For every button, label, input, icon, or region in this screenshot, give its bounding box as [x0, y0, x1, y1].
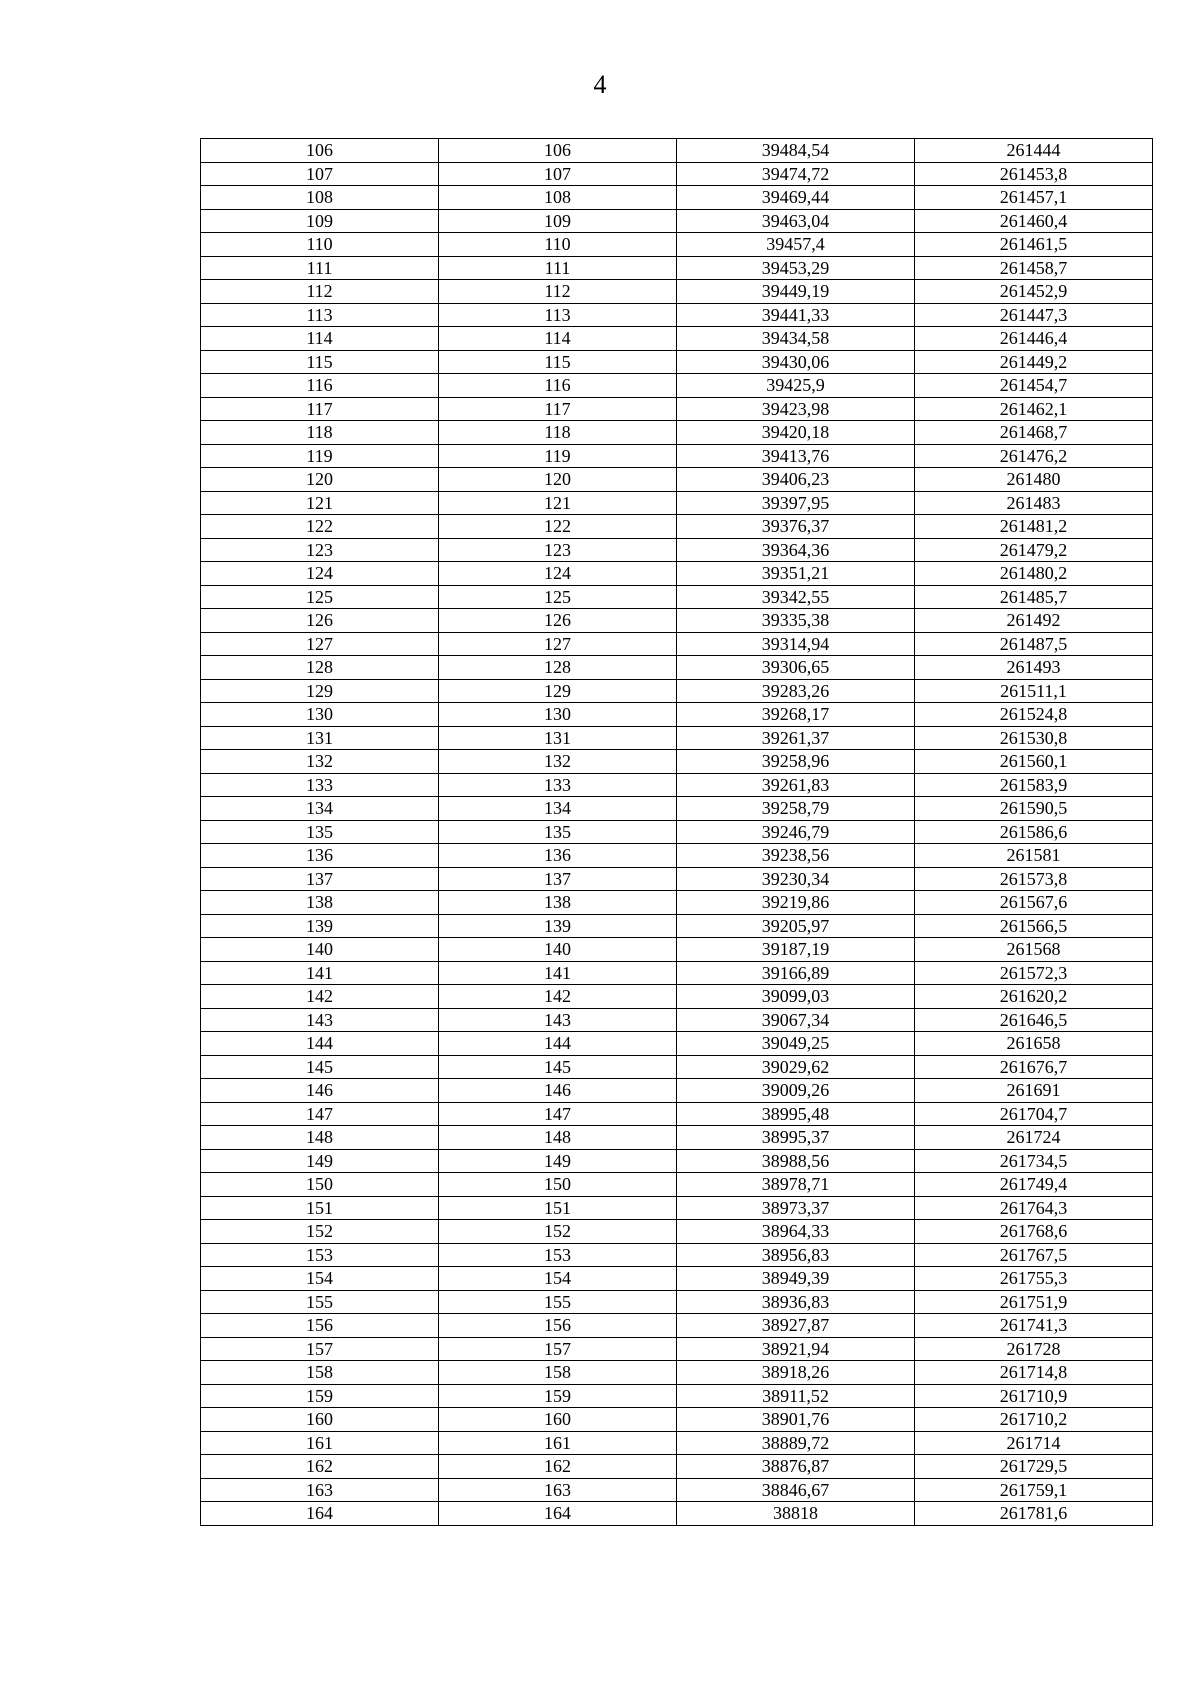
table-row — [201, 1361, 1153, 1385]
point-number-cell: 136 — [201, 844, 439, 868]
table-row — [201, 1079, 1153, 1103]
y-coordinate-cell: 261710,2 — [915, 1408, 1153, 1432]
point-number-cell: 112 — [201, 280, 439, 304]
x-coordinate-cell: 39469,44 — [677, 186, 915, 210]
y-coordinate-cell: 261620,2 — [915, 985, 1153, 1009]
x-coordinate-cell: 38818 — [677, 1502, 915, 1526]
point-number-cell: 107 — [201, 162, 439, 186]
point-number-cell: 159 — [201, 1384, 439, 1408]
point-number-cell: 124 — [201, 562, 439, 586]
point-index-cell: 129 — [439, 679, 677, 703]
x-coordinate-cell: 39268,17 — [677, 703, 915, 727]
point-index-cell: 149 — [439, 1149, 677, 1173]
point-index-cell: 153 — [439, 1243, 677, 1267]
point-index-cell: 122 — [439, 515, 677, 539]
table-row — [201, 186, 1153, 210]
point-number-cell: 108 — [201, 186, 439, 210]
y-coordinate-cell: 261704,7 — [915, 1102, 1153, 1126]
table-row — [201, 891, 1153, 915]
table-row — [201, 327, 1153, 351]
table-row — [201, 1126, 1153, 1150]
table-row — [201, 280, 1153, 304]
x-coordinate-cell: 39425,9 — [677, 374, 915, 398]
y-coordinate-cell: 261741,3 — [915, 1314, 1153, 1338]
x-coordinate-cell: 38876,87 — [677, 1455, 915, 1479]
y-coordinate-cell: 261485,7 — [915, 585, 1153, 609]
point-number-cell: 162 — [201, 1455, 439, 1479]
table-row — [201, 256, 1153, 280]
table-row — [201, 867, 1153, 891]
point-number-cell: 138 — [201, 891, 439, 915]
table-row — [201, 1032, 1153, 1056]
point-number-cell: 149 — [201, 1149, 439, 1173]
point-index-cell: 137 — [439, 867, 677, 891]
table-row — [201, 703, 1153, 727]
table-row — [201, 139, 1153, 163]
x-coordinate-cell: 39420,18 — [677, 421, 915, 445]
table-row — [201, 1008, 1153, 1032]
point-number-cell: 111 — [201, 256, 439, 280]
point-number-cell: 118 — [201, 421, 439, 445]
point-index-cell: 147 — [439, 1102, 677, 1126]
table-row — [201, 656, 1153, 680]
table-row — [201, 515, 1153, 539]
table-row — [201, 1243, 1153, 1267]
table-row — [201, 1196, 1153, 1220]
x-coordinate-cell: 38995,37 — [677, 1126, 915, 1150]
point-number-cell: 109 — [201, 209, 439, 233]
x-coordinate-cell: 38901,76 — [677, 1408, 915, 1432]
y-coordinate-cell: 261481,2 — [915, 515, 1153, 539]
y-coordinate-cell: 261530,8 — [915, 726, 1153, 750]
x-coordinate-cell: 39238,56 — [677, 844, 915, 868]
point-number-cell: 126 — [201, 609, 439, 633]
point-index-cell: 144 — [439, 1032, 677, 1056]
table-row — [201, 1478, 1153, 1502]
x-coordinate-cell: 39474,72 — [677, 162, 915, 186]
coordinates-table-body — [201, 139, 1153, 1526]
table-row — [201, 1055, 1153, 1079]
point-number-cell: 155 — [201, 1290, 439, 1314]
point-number-cell: 119 — [201, 444, 439, 468]
page-number: 4 — [593, 70, 607, 99]
table-row — [201, 1220, 1153, 1244]
x-coordinate-cell: 39099,03 — [677, 985, 915, 1009]
point-number-cell: 161 — [201, 1431, 439, 1455]
point-number-cell: 131 — [201, 726, 439, 750]
point-number-cell: 164 — [201, 1502, 439, 1526]
x-coordinate-cell: 39342,55 — [677, 585, 915, 609]
point-index-cell: 143 — [439, 1008, 677, 1032]
x-coordinate-cell: 39423,98 — [677, 397, 915, 421]
x-coordinate-cell: 38846,67 — [677, 1478, 915, 1502]
x-coordinate-cell: 39314,94 — [677, 632, 915, 656]
point-number-cell: 135 — [201, 820, 439, 844]
y-coordinate-cell: 261724 — [915, 1126, 1153, 1150]
point-index-cell: 116 — [439, 374, 677, 398]
x-coordinate-cell: 38936,83 — [677, 1290, 915, 1314]
point-number-cell: 150 — [201, 1173, 439, 1197]
point-index-cell: 115 — [439, 350, 677, 374]
x-coordinate-cell: 39434,58 — [677, 327, 915, 351]
y-coordinate-cell: 261729,5 — [915, 1455, 1153, 1479]
point-index-cell: 156 — [439, 1314, 677, 1338]
y-coordinate-cell: 261449,2 — [915, 350, 1153, 374]
table-row — [201, 609, 1153, 633]
x-coordinate-cell: 38988,56 — [677, 1149, 915, 1173]
y-coordinate-cell: 261646,5 — [915, 1008, 1153, 1032]
table-row — [201, 233, 1153, 257]
x-coordinate-cell: 39463,04 — [677, 209, 915, 233]
y-coordinate-cell: 261468,7 — [915, 421, 1153, 445]
point-number-cell: 139 — [201, 914, 439, 938]
point-number-cell: 137 — [201, 867, 439, 891]
point-number-cell: 115 — [201, 350, 439, 374]
point-index-cell: 146 — [439, 1079, 677, 1103]
point-index-cell: 154 — [439, 1267, 677, 1291]
y-coordinate-cell: 261453,8 — [915, 162, 1153, 186]
x-coordinate-cell: 38995,48 — [677, 1102, 915, 1126]
table-row — [201, 797, 1153, 821]
x-coordinate-cell: 39029,62 — [677, 1055, 915, 1079]
point-index-cell: 157 — [439, 1337, 677, 1361]
y-coordinate-cell: 261476,2 — [915, 444, 1153, 468]
table-row — [201, 562, 1153, 586]
table-row — [201, 491, 1153, 515]
x-coordinate-cell: 39441,33 — [677, 303, 915, 327]
y-coordinate-cell: 261462,1 — [915, 397, 1153, 421]
point-index-cell: 158 — [439, 1361, 677, 1385]
x-coordinate-cell: 39283,26 — [677, 679, 915, 703]
point-number-cell: 127 — [201, 632, 439, 656]
y-coordinate-cell: 261749,4 — [915, 1173, 1153, 1197]
y-coordinate-cell: 261567,6 — [915, 891, 1153, 915]
table-row — [201, 938, 1153, 962]
point-number-cell: 121 — [201, 491, 439, 515]
point-number-cell: 143 — [201, 1008, 439, 1032]
point-index-cell: 134 — [439, 797, 677, 821]
y-coordinate-cell: 261480 — [915, 468, 1153, 492]
point-index-cell: 121 — [439, 491, 677, 515]
table-row — [201, 1102, 1153, 1126]
x-coordinate-cell: 39376,37 — [677, 515, 915, 539]
x-coordinate-cell: 39258,96 — [677, 750, 915, 774]
y-coordinate-cell: 261590,5 — [915, 797, 1153, 821]
y-coordinate-cell: 261461,5 — [915, 233, 1153, 257]
point-index-cell: 108 — [439, 186, 677, 210]
point-index-cell: 135 — [439, 820, 677, 844]
y-coordinate-cell: 261734,5 — [915, 1149, 1153, 1173]
point-number-cell: 153 — [201, 1243, 439, 1267]
x-coordinate-cell: 39306,65 — [677, 656, 915, 680]
point-index-cell: 155 — [439, 1290, 677, 1314]
point-index-cell: 124 — [439, 562, 677, 586]
table-row — [201, 1384, 1153, 1408]
point-number-cell: 141 — [201, 961, 439, 985]
table-row — [201, 1173, 1153, 1197]
point-index-cell: 164 — [439, 1502, 677, 1526]
x-coordinate-cell: 39457,4 — [677, 233, 915, 257]
table-row — [201, 162, 1153, 186]
x-coordinate-cell: 39335,38 — [677, 609, 915, 633]
x-coordinate-cell: 38978,71 — [677, 1173, 915, 1197]
table-row — [201, 726, 1153, 750]
table-row — [201, 397, 1153, 421]
table-row — [201, 444, 1153, 468]
point-number-cell: 125 — [201, 585, 439, 609]
table-row — [201, 1290, 1153, 1314]
point-index-cell: 111 — [439, 256, 677, 280]
point-index-cell: 151 — [439, 1196, 677, 1220]
table-row — [201, 350, 1153, 374]
y-coordinate-cell: 261460,4 — [915, 209, 1153, 233]
point-index-cell: 114 — [439, 327, 677, 351]
point-index-cell: 127 — [439, 632, 677, 656]
point-index-cell: 109 — [439, 209, 677, 233]
table-row — [201, 585, 1153, 609]
y-coordinate-cell: 261572,3 — [915, 961, 1153, 985]
point-index-cell: 113 — [439, 303, 677, 327]
point-index-cell: 120 — [439, 468, 677, 492]
point-number-cell: 120 — [201, 468, 439, 492]
point-number-cell: 156 — [201, 1314, 439, 1338]
x-coordinate-cell: 39364,36 — [677, 538, 915, 562]
x-coordinate-cell: 38911,52 — [677, 1384, 915, 1408]
point-index-cell: 107 — [439, 162, 677, 186]
point-index-cell: 117 — [439, 397, 677, 421]
y-coordinate-cell: 261511,1 — [915, 679, 1153, 703]
x-coordinate-cell: 39187,19 — [677, 938, 915, 962]
point-index-cell: 163 — [439, 1478, 677, 1502]
point-index-cell: 148 — [439, 1126, 677, 1150]
point-index-cell: 139 — [439, 914, 677, 938]
point-index-cell: 141 — [439, 961, 677, 985]
table-row — [201, 844, 1153, 868]
y-coordinate-cell: 261446,4 — [915, 327, 1153, 351]
table-row — [201, 914, 1153, 938]
point-index-cell: 123 — [439, 538, 677, 562]
table-row — [201, 303, 1153, 327]
point-number-cell: 152 — [201, 1220, 439, 1244]
point-number-cell: 158 — [201, 1361, 439, 1385]
point-number-cell: 106 — [201, 139, 439, 163]
point-index-cell: 138 — [439, 891, 677, 915]
point-number-cell: 157 — [201, 1337, 439, 1361]
point-number-cell: 154 — [201, 1267, 439, 1291]
point-number-cell: 129 — [201, 679, 439, 703]
table-row — [201, 538, 1153, 562]
point-number-cell: 122 — [201, 515, 439, 539]
table-row — [201, 820, 1153, 844]
point-index-cell: 130 — [439, 703, 677, 727]
point-index-cell: 159 — [439, 1384, 677, 1408]
x-coordinate-cell: 38918,26 — [677, 1361, 915, 1385]
point-number-cell: 144 — [201, 1032, 439, 1056]
x-coordinate-cell: 39009,26 — [677, 1079, 915, 1103]
y-coordinate-cell: 261658 — [915, 1032, 1153, 1056]
table-row — [201, 1149, 1153, 1173]
y-coordinate-cell: 261483 — [915, 491, 1153, 515]
point-number-cell: 145 — [201, 1055, 439, 1079]
x-coordinate-cell: 38956,83 — [677, 1243, 915, 1267]
y-coordinate-cell: 261714,8 — [915, 1361, 1153, 1385]
x-coordinate-cell: 38889,72 — [677, 1431, 915, 1455]
x-coordinate-cell: 39351,21 — [677, 562, 915, 586]
table-row — [201, 750, 1153, 774]
point-index-cell: 161 — [439, 1431, 677, 1455]
table-row — [201, 773, 1153, 797]
y-coordinate-cell: 261524,8 — [915, 703, 1153, 727]
y-coordinate-cell: 261586,6 — [915, 820, 1153, 844]
y-coordinate-cell: 261566,5 — [915, 914, 1153, 938]
y-coordinate-cell: 261781,6 — [915, 1502, 1153, 1526]
point-number-cell: 123 — [201, 538, 439, 562]
point-number-cell: 114 — [201, 327, 439, 351]
y-coordinate-cell: 261676,7 — [915, 1055, 1153, 1079]
point-index-cell: 140 — [439, 938, 677, 962]
point-number-cell: 130 — [201, 703, 439, 727]
point-index-cell: 162 — [439, 1455, 677, 1479]
x-coordinate-cell: 39397,95 — [677, 491, 915, 515]
y-coordinate-cell: 261755,3 — [915, 1267, 1153, 1291]
y-coordinate-cell: 261493 — [915, 656, 1153, 680]
x-coordinate-cell: 39406,23 — [677, 468, 915, 492]
x-coordinate-cell: 39261,37 — [677, 726, 915, 750]
x-coordinate-cell: 39219,86 — [677, 891, 915, 915]
x-coordinate-cell: 38964,33 — [677, 1220, 915, 1244]
y-coordinate-cell: 261728 — [915, 1337, 1153, 1361]
y-coordinate-cell: 261458,7 — [915, 256, 1153, 280]
table-row — [201, 1314, 1153, 1338]
y-coordinate-cell: 261568 — [915, 938, 1153, 962]
y-coordinate-cell: 261751,9 — [915, 1290, 1153, 1314]
point-number-cell: 128 — [201, 656, 439, 680]
x-coordinate-cell: 39205,97 — [677, 914, 915, 938]
point-index-cell: 119 — [439, 444, 677, 468]
point-number-cell: 133 — [201, 773, 439, 797]
table-row — [201, 1408, 1153, 1432]
x-coordinate-cell: 39067,34 — [677, 1008, 915, 1032]
y-coordinate-cell: 261457,1 — [915, 186, 1153, 210]
table-row — [201, 1431, 1153, 1455]
point-number-cell: 147 — [201, 1102, 439, 1126]
table-row — [201, 421, 1153, 445]
point-index-cell: 126 — [439, 609, 677, 633]
x-coordinate-cell: 39413,76 — [677, 444, 915, 468]
y-coordinate-cell: 261768,6 — [915, 1220, 1153, 1244]
point-index-cell: 110 — [439, 233, 677, 257]
y-coordinate-cell: 261583,9 — [915, 773, 1153, 797]
y-coordinate-cell: 261452,9 — [915, 280, 1153, 304]
point-number-cell: 163 — [201, 1478, 439, 1502]
y-coordinate-cell: 261767,5 — [915, 1243, 1153, 1267]
x-coordinate-cell: 39049,25 — [677, 1032, 915, 1056]
x-coordinate-cell: 39261,83 — [677, 773, 915, 797]
point-index-cell: 136 — [439, 844, 677, 868]
x-coordinate-cell: 39449,19 — [677, 280, 915, 304]
y-coordinate-cell: 261691 — [915, 1079, 1153, 1103]
table-row — [201, 1337, 1153, 1361]
point-index-cell: 133 — [439, 773, 677, 797]
point-number-cell: 132 — [201, 750, 439, 774]
x-coordinate-cell: 39230,34 — [677, 867, 915, 891]
table-row — [201, 209, 1153, 233]
point-index-cell: 160 — [439, 1408, 677, 1432]
point-number-cell: 160 — [201, 1408, 439, 1432]
table-row — [201, 1455, 1153, 1479]
x-coordinate-cell: 39166,89 — [677, 961, 915, 985]
y-coordinate-cell: 261710,9 — [915, 1384, 1153, 1408]
point-index-cell: 145 — [439, 1055, 677, 1079]
point-number-cell: 117 — [201, 397, 439, 421]
y-coordinate-cell: 261480,2 — [915, 562, 1153, 586]
x-coordinate-cell: 39453,29 — [677, 256, 915, 280]
y-coordinate-cell: 261714 — [915, 1431, 1153, 1455]
x-coordinate-cell: 38927,87 — [677, 1314, 915, 1338]
y-coordinate-cell: 261454,7 — [915, 374, 1153, 398]
point-index-cell: 125 — [439, 585, 677, 609]
y-coordinate-cell: 261479,2 — [915, 538, 1153, 562]
point-index-cell: 131 — [439, 726, 677, 750]
table-row — [201, 961, 1153, 985]
table-row — [201, 1267, 1153, 1291]
x-coordinate-cell: 38921,94 — [677, 1337, 915, 1361]
y-coordinate-cell: 261492 — [915, 609, 1153, 633]
point-number-cell: 140 — [201, 938, 439, 962]
point-index-cell: 128 — [439, 656, 677, 680]
x-coordinate-cell: 38973,37 — [677, 1196, 915, 1220]
table-row — [201, 679, 1153, 703]
point-index-cell: 152 — [439, 1220, 677, 1244]
point-number-cell: 113 — [201, 303, 439, 327]
y-coordinate-cell: 261573,8 — [915, 867, 1153, 891]
point-index-cell: 142 — [439, 985, 677, 1009]
y-coordinate-cell: 261444 — [915, 139, 1153, 163]
y-coordinate-cell: 261447,3 — [915, 303, 1153, 327]
y-coordinate-cell: 261581 — [915, 844, 1153, 868]
table-row — [201, 632, 1153, 656]
x-coordinate-cell: 39258,79 — [677, 797, 915, 821]
point-number-cell: 110 — [201, 233, 439, 257]
y-coordinate-cell: 261764,3 — [915, 1196, 1153, 1220]
point-number-cell: 151 — [201, 1196, 439, 1220]
point-number-cell: 116 — [201, 374, 439, 398]
y-coordinate-cell: 261759,1 — [915, 1478, 1153, 1502]
y-coordinate-cell: 261560,1 — [915, 750, 1153, 774]
y-coordinate-cell: 261487,5 — [915, 632, 1153, 656]
x-coordinate-cell: 38949,39 — [677, 1267, 915, 1291]
x-coordinate-cell: 39484,54 — [677, 139, 915, 163]
table-row — [201, 1502, 1153, 1526]
point-number-cell: 142 — [201, 985, 439, 1009]
point-index-cell: 112 — [439, 280, 677, 304]
point-number-cell: 148 — [201, 1126, 439, 1150]
point-number-cell: 146 — [201, 1079, 439, 1103]
point-number-cell: 134 — [201, 797, 439, 821]
x-coordinate-cell: 39246,79 — [677, 820, 915, 844]
point-index-cell: 132 — [439, 750, 677, 774]
table-row — [201, 374, 1153, 398]
point-index-cell: 118 — [439, 421, 677, 445]
coordinates-table — [200, 138, 1153, 1526]
point-index-cell: 150 — [439, 1173, 677, 1197]
table-row — [201, 985, 1153, 1009]
x-coordinate-cell: 39430,06 — [677, 350, 915, 374]
table-row — [201, 468, 1153, 492]
point-index-cell: 106 — [439, 139, 677, 163]
